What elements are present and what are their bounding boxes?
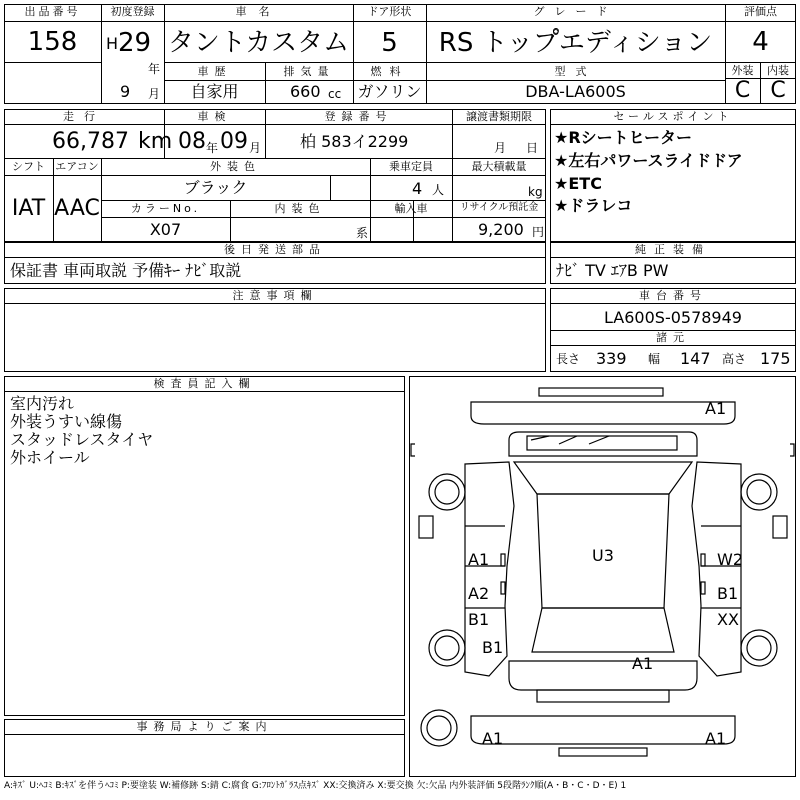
cc-unit: cc: [328, 87, 342, 101]
height: 175: [760, 349, 791, 368]
load-unit: kg: [528, 185, 543, 199]
inspection-month-unit: 月: [249, 141, 262, 155]
car-name: タントカスタム: [167, 28, 350, 58]
import-label: 輸入車: [394, 202, 428, 215]
chassis-number: LA600S-0578949: [604, 308, 742, 327]
damage-mark-rear-glass: A1: [632, 654, 654, 673]
ext-label: 外装: [731, 64, 754, 77]
transfer-month-unit: 月: [494, 141, 507, 155]
ext-color: ブラック: [183, 178, 248, 197]
inspector-label: 検査員記入欄: [153, 377, 256, 390]
color-no: X07: [149, 220, 182, 239]
inspector-note: 室内汚れ: [10, 394, 75, 413]
sales-points-label: セールスポイント: [613, 110, 733, 123]
length: 339: [596, 349, 627, 368]
ext-color-label: 外装色: [210, 160, 261, 173]
recycle-unit: 円: [532, 225, 545, 239]
sales-point-item: ★ドラレコ: [554, 196, 633, 215]
car-name-label: 車名: [235, 5, 282, 18]
air-conditioner: AAC: [54, 196, 100, 221]
reg-year: 29: [118, 28, 152, 58]
model-label: 型式: [554, 65, 597, 78]
ext-grade: C: [734, 78, 751, 103]
mileage-label: 走行: [63, 110, 105, 123]
capacity: 4: [412, 179, 423, 198]
int-color-label: 内装色: [274, 202, 326, 215]
ac-label: エアコン: [55, 160, 99, 173]
plate-number: 柏 583イ2299: [300, 132, 409, 151]
inspection-year-unit: 年: [206, 141, 219, 155]
score: 4: [752, 27, 769, 57]
month-unit: 月: [148, 87, 161, 101]
car-outline-diagram: [409, 376, 796, 777]
inspection-month: 09: [220, 129, 248, 154]
damage-mark-left-rear-door: A2: [468, 584, 490, 603]
fuel: ガソリン: [357, 82, 422, 101]
inspection-year: 08: [178, 129, 206, 154]
int-label: 内装: [767, 64, 789, 77]
plate-label: 登録番号: [324, 110, 393, 123]
int-grade: C: [770, 78, 786, 103]
history-label: 車歴: [197, 65, 232, 78]
width: 147: [680, 349, 711, 368]
damage-mark-front: A1: [705, 399, 727, 418]
damage-mark-roof: U3: [592, 546, 614, 565]
era: H: [106, 34, 119, 53]
score-label: 評価点: [744, 5, 777, 18]
sales-point-item: ★Rシートヒーター: [554, 128, 693, 147]
damage-mark-right-rear-door: B1: [717, 584, 739, 603]
int-color-unit: 系: [356, 226, 369, 240]
recycle-fee: 9,200: [478, 220, 524, 239]
load-label: 最大積載量: [471, 160, 527, 173]
door-label: ドア形状: [367, 5, 412, 18]
notes-label: 注意事項欄: [232, 289, 318, 302]
sales-point-item: ★左右パワースライドドア: [554, 151, 743, 170]
displacement: 660: [290, 82, 321, 101]
chassis-label: 車台番号: [639, 289, 707, 302]
spec-label: 諸元: [656, 331, 690, 344]
damage-mark-left-rear-door-2: B1: [468, 610, 490, 629]
lot-number: 158: [27, 27, 78, 57]
reg-month: 9: [120, 82, 131, 101]
damage-mark-left-rear-fender: B1: [482, 638, 504, 657]
damage-mark-left-front-door: A1: [468, 550, 490, 569]
grade: RS トップ゚エディション: [438, 28, 713, 58]
damage-mark-rear-bumper-left: A1: [482, 729, 504, 748]
sales-point-item: ★ETC: [554, 174, 602, 193]
shift: IAT: [11, 196, 46, 221]
year-unit: 年: [148, 62, 161, 76]
width-label: 幅: [648, 352, 661, 366]
height-label: 高さ: [722, 352, 747, 366]
lot-label: 出品番号: [24, 5, 81, 18]
grade-label: グレード: [533, 5, 618, 18]
color-no-label: カラーNo.: [130, 202, 201, 215]
capacity-label: 乗車定員: [389, 160, 433, 173]
later-parts-label: 後日発送部品: [224, 243, 326, 256]
inspector-note: スタッドレスタイヤ: [10, 430, 154, 449]
inspection-label: 車検: [197, 110, 232, 123]
inspector-note: 外装うすい線傷: [10, 412, 123, 431]
fuel-label: 燃料: [370, 65, 409, 78]
inspector-note: 外ホイール: [10, 448, 90, 467]
model-code: DBA-LA600S: [525, 82, 626, 101]
damage-mark-right-rear-door-2: XX: [717, 610, 739, 629]
mileage: 66,787: [52, 129, 129, 154]
length-label: 長さ: [556, 352, 581, 366]
shift-label: シフト: [12, 160, 45, 173]
legend: A:ｷｽﾞ U:ﾍｺﾐ B:ｷｽﾞを伴うﾍｺﾐ P:要塗装 W:補修跡 S:錆 C:腐食 G:ﾌﾛﾝﾄｶﾞﾗｽ点ｷｽﾞ XX:交換済み X:要交換 欠:欠品 内外装評価 5段階ﾗﾝｸ順(A・B・C・D・E) 1: [4, 781, 627, 791]
cc-label: 排気量: [283, 65, 335, 78]
car-history: 自家用: [190, 82, 239, 101]
capacity-unit: 人: [432, 183, 445, 197]
later-parts: 保証書 車両取説 予備ｷｰ ﾅﾋﾞ取説: [10, 261, 242, 280]
genuine-label: 純正装備: [635, 243, 711, 256]
damage-mark-rear-bumper-right: A1: [705, 729, 727, 748]
transfer-label: 譲渡書類期限: [466, 110, 532, 123]
office-label: 事務局よりご案内: [136, 720, 273, 733]
genuine-equipment: ﾅﾋﾞ TV ｴｱB PW: [556, 261, 669, 280]
door-count: 5: [381, 28, 398, 58]
first-reg-label: 初度登録: [110, 5, 155, 18]
transfer-day-unit: 日: [526, 141, 539, 155]
damage-mark-right-front-door: W2: [717, 550, 743, 569]
recycle-label: リサイクル預託金: [459, 202, 539, 213]
mileage-unit: km: [138, 129, 173, 154]
